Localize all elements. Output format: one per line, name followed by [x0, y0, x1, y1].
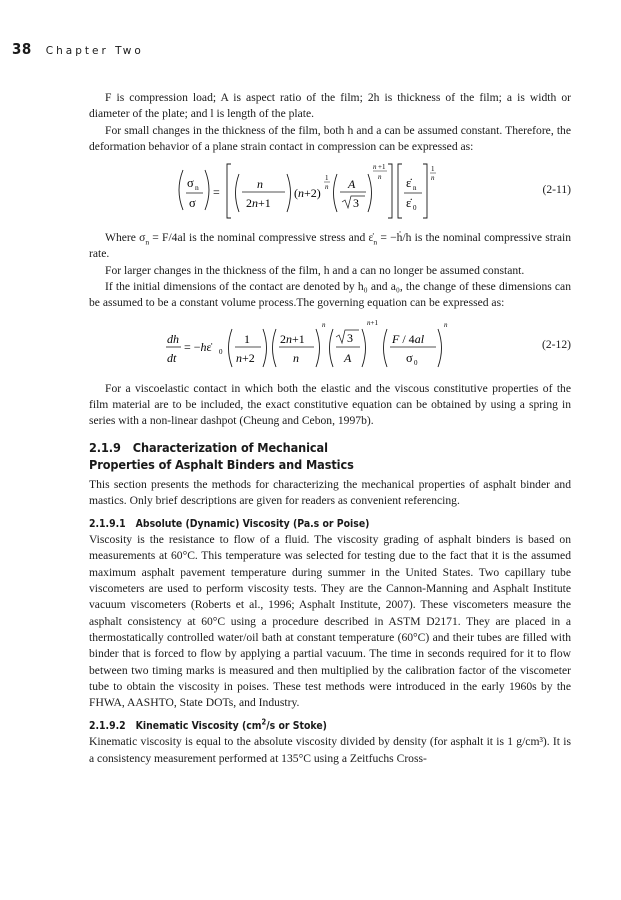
equation-2-12 [89, 315, 571, 375]
section-title-line2: Properties of Asphalt Binders and Mastics [89, 456, 354, 472]
svg-text:A: A [344, 350, 352, 365]
svg-text:3: 3 [347, 330, 353, 345]
equation-number: (2-12) [542, 337, 571, 351]
subsection-number: 2.1.9.2 [89, 720, 126, 733]
svg-text:= −hε̇: = −hε̇ [184, 339, 212, 354]
paragraph-absolute-viscosity: Viscosity is the resistance to flow of a fluid. The viscosity grading of asphalt binders is based on measurements at 60°C. This temperature was selected for testing due to the fact that it is the assumed maximum asphalt pavement temperature during summer in the United States. Two capillary tube viscometers are used to perform viscosity tests. They are the Cannon-Manning and Asphalt Institute vacuum viscometers (Roberts et al., 1996; Asphalt Institute, 2007). These viscometers measure the asphalt consistency at 60°C using a procedure described in ASTM D2171. They are placed in a thermostatically controlled water/oil bath at constant temperature (60°C) and their tubes are filled with binder that is forced to flow by applying a partial vacuum. The time in seconds required for it to flow between two timing marks is measured and then multiplied by the calibration factor of the viscometer tube to obtain the viscosity in poises. These test methods were introduced in the early 1960s by the FHWA, AASHTO, State DOTs, and Industry. [89, 533, 571, 710]
svg-text:2n+1: 2n+1 [280, 331, 305, 346]
paragraph-section-intro: This section presents the methods for characterizing the mechanical properties of asphalt binder and mastics. Only brief descriptions are given for readers as convenient referencing. [89, 477, 571, 507]
paragraph-small-changes: For small changes in the thickness of the film, both h and a can be assumed constant. Therefore, the deformation behavior of a plane strain contact in compression can be expressed as: [89, 123, 571, 153]
svg-text:0: 0 [414, 358, 418, 367]
svg-text:ε̇: ε̇ [406, 196, 412, 211]
svg-text:n: n [378, 173, 382, 182]
paragraph-nominal-stress: Where $\sigma_n = F/4al$ is the nominal compressive stress and $\varepsiloṅ_n$ = −ḣ/h is the nominal compressive strain rate. [89, 231, 571, 261]
subsection-heading-2-1-9-2 [89, 719, 571, 733]
subsection-title: Kinematic Viscosity ($cm^2/s$ or Stoke) [135, 717, 327, 733]
svg-text:dt: dt [167, 350, 177, 365]
svg-text:2n+1: 2n+1 [246, 196, 271, 211]
svg-text:1: 1 [431, 165, 435, 174]
svg-text:3: 3 [353, 196, 359, 211]
paragraph-kinematic-viscosity: Kinematic viscosity is equal to the absolute viscosity divided by density (for asphalt it is 1 g/cm³). It is a consistency measurement performed at 135°C using a Zeitfuchs Cross- [89, 735, 571, 765]
svg-text:F / 4al: F / 4al [392, 331, 425, 346]
subsection-heading-2-1-9-1 [89, 517, 571, 531]
page-header [12, 40, 144, 62]
paragraph-viscoelastic: For a viscoelastic contact in which both the elastic and the viscous constitutive properties of the film material are to be included, the exact constitutive equation can be obtained by using a spring in series with a non-linear dashpot (Cheung and Cebon, 1997b). [89, 381, 571, 428]
paragraph-initial-dimensions: If the initial dimensions of the contact are denoted by h₀ and a₀, the change of these dimensions can be assumed to be a constant volume process.The governing equation can be expressed as: [89, 280, 571, 310]
subsection-number: 2.1.9.1 [89, 518, 126, 531]
svg-text:0: 0 [219, 347, 223, 356]
svg-text:σ: σ [406, 350, 413, 365]
section-heading-2-1-9 [89, 439, 571, 473]
section-title-line1: Characterization of Mechanical [132, 439, 328, 455]
svg-text:n: n [293, 350, 299, 365]
svg-text:=: = [213, 185, 220, 200]
svg-text:n: n [431, 174, 435, 183]
equation-number: (2-11) [542, 183, 571, 197]
body-text [89, 90, 571, 767]
svg-text:n: n [322, 320, 326, 329]
svg-text:1: 1 [325, 174, 329, 183]
section-number: 2.1.9 [89, 439, 121, 455]
subsection-title: Absolute (Dynamic) Viscosity (Pa.s or Poise) [135, 518, 370, 531]
paragraph-definitions: F is compression load; A is aspect ratio of the film; 2h is thickness of the film; a is width or diameter of the plate; and l is length of the plate. [89, 91, 571, 121]
svg-text:dh: dh [167, 331, 179, 346]
svg-text:n+1: n+1 [367, 318, 378, 327]
svg-text:A: A [348, 177, 356, 192]
svg-text:n: n [325, 183, 329, 192]
paragraph-larger-changes: For larger changes in the thickness of the film, h and a can no longer be assumed constant. [105, 263, 525, 277]
svg-text:n: n [373, 163, 377, 172]
svg-text:n: n [413, 184, 417, 193]
equation-2-11 [89, 158, 571, 224]
svg-text:0: 0 [413, 204, 417, 213]
svg-text:(n+2): (n+2) [294, 186, 321, 201]
svg-text:n: n [257, 177, 263, 192]
svg-text:n: n [444, 320, 448, 329]
svg-text:σ: σ [187, 176, 194, 191]
equation-2-12-graphic [89, 315, 509, 375]
svg-text:ε̇: ε̇ [406, 176, 412, 191]
svg-text:n: n [195, 183, 199, 193]
svg-text:1: 1 [244, 331, 250, 346]
svg-text:+1: +1 [378, 163, 386, 172]
equation-2-11-graphic [89, 158, 509, 224]
chapter-label: Chapter Two [45, 45, 144, 57]
page-number: 38 [12, 40, 32, 58]
svg-text:n+2: n+2 [236, 350, 255, 365]
svg-text:σ: σ [189, 196, 196, 211]
